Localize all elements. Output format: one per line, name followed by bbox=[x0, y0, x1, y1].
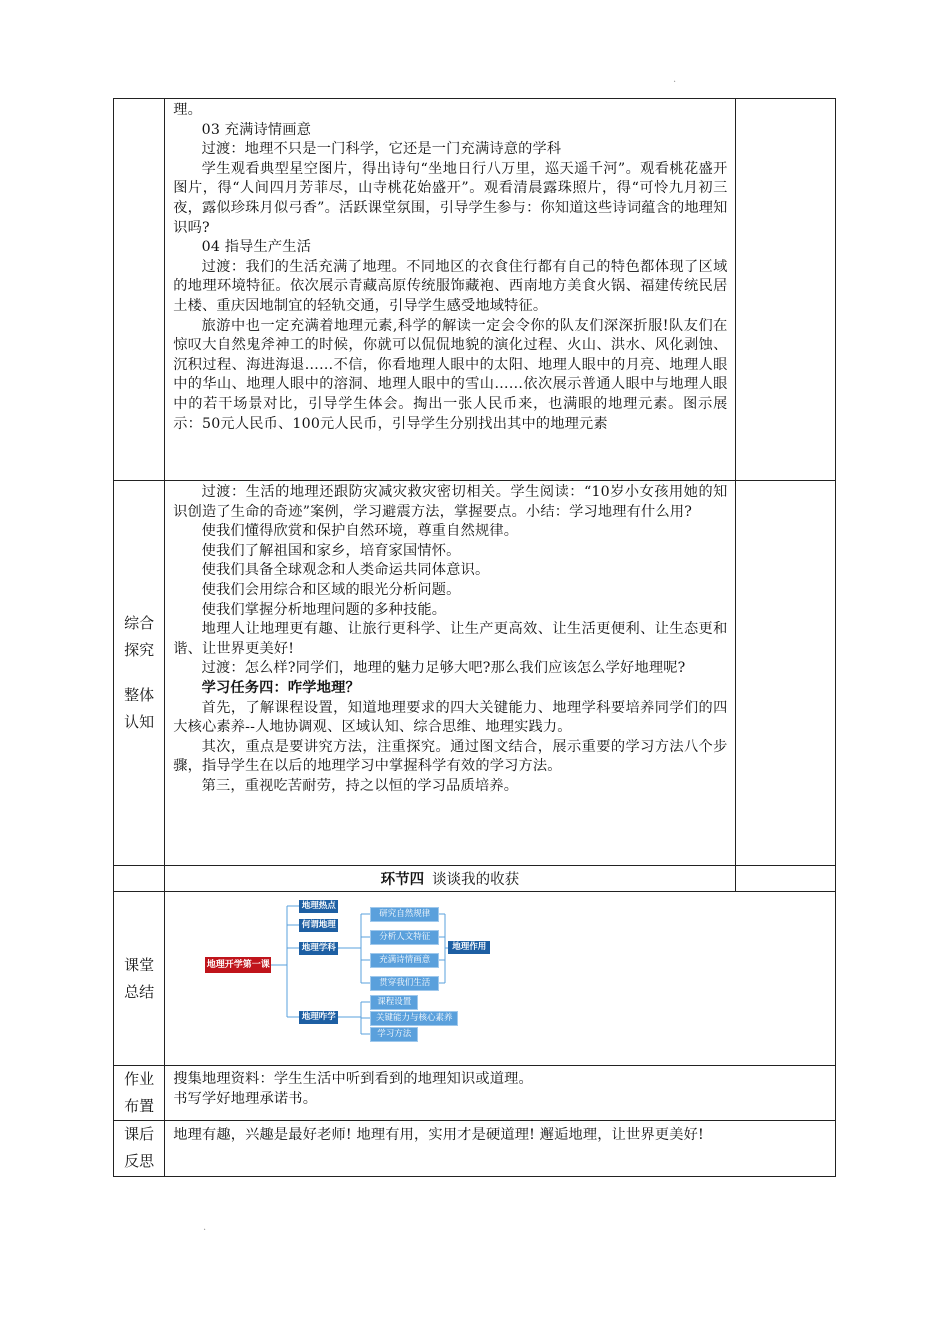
corner-dot: . bbox=[673, 74, 677, 85]
mindmap-leaf-node: 课程设置 bbox=[370, 995, 418, 1010]
row1-content-cell bbox=[165, 99, 735, 481]
reflection-label-cell bbox=[114, 1121, 165, 1177]
homework-content-cell bbox=[165, 1066, 836, 1121]
text-paragraph: 地理人让地理更有趣、让旅行更科学、让生产更高效、让生活更便利、让生态更和谐、让世界更美好! bbox=[173, 621, 728, 657]
mindmap-leaf-node: 充满诗情画意 bbox=[370, 953, 439, 968]
lesson-plan-table bbox=[113, 98, 836, 1177]
mindmap-root-node: 地理开学第一课 bbox=[205, 957, 271, 973]
mindmap-leaf-node: 研究自然规律 bbox=[370, 907, 439, 922]
text-line: 使我们懂得欣赏和保护自然环境，尊重自然规律。 bbox=[201, 523, 519, 540]
section-number: 环节四 bbox=[380, 871, 425, 888]
text-line: 使我们具备全球观念和人类命运共同体意识。 bbox=[201, 562, 490, 579]
header-empty-cell bbox=[114, 866, 165, 892]
subheading-life: 04 指导生产生活 bbox=[201, 239, 312, 256]
mindmap-leaf-node: 分析人文特征 bbox=[370, 930, 439, 945]
text-line: 过渡：地理不只是一门科学，它还是一门充满诗意的学科 bbox=[201, 141, 562, 158]
text-paragraph: 过渡：生活的地理还跟防灾减灾救灾密切相关。学生阅读：“10岁小女孩用她的知识创造了生命的奇迹”案例，学习避震方法，掌握要点。小结：学习地理有什么用? bbox=[173, 484, 728, 520]
row2-content-cell bbox=[165, 481, 735, 866]
summary-label: 课堂总结 bbox=[124, 955, 155, 1001]
row2-label-cell bbox=[114, 481, 165, 866]
text-line: 使我们会用综合和区域的眼光分析问题。 bbox=[201, 581, 461, 598]
row-reflection bbox=[114, 1121, 836, 1177]
mindmap bbox=[165, 892, 835, 1062]
text-paragraph: 过渡：怎么样?同学们，地理的魅力足够大吧?那么我们应该怎么学好地理呢? bbox=[201, 660, 686, 677]
homework-label: 作业布置 bbox=[124, 1070, 155, 1115]
row2-note-cell bbox=[735, 481, 835, 866]
section-header-cell bbox=[165, 866, 735, 892]
text-line: 第三，重视吃苦耐劳，持之以恒的学习品质培养。 bbox=[201, 777, 519, 794]
text-paragraph: 其次，重点是要讲究方法，注重探究。通过图文结合，展示重要的学习方法八个步骤，指导学生在以后的地理学习中掌握科学有效的学习方法。 bbox=[173, 738, 728, 775]
row-poetry-life bbox=[114, 99, 836, 481]
mindmap-leaf-node: 关键能力与核心素养 bbox=[370, 1011, 458, 1026]
row-section-header bbox=[114, 866, 836, 892]
mindmap-connectors bbox=[165, 892, 833, 1062]
mindmap-branch-node: 地理学科 bbox=[299, 942, 338, 955]
mindmap-branch-node: 地理咋学 bbox=[299, 1011, 338, 1024]
text-line: 理。 bbox=[173, 102, 202, 118]
stage-label: 综合探究 bbox=[124, 614, 155, 659]
section-title: 谈谈我的收获 bbox=[432, 872, 520, 888]
header-empty-cell bbox=[735, 866, 835, 892]
mindmap-branch-node: 何谓地理 bbox=[299, 919, 338, 932]
homework-line: 书写学好地理承诺书。 bbox=[173, 1090, 318, 1107]
text-line: 使我们掌握分析地理问题的多种技能。 bbox=[201, 601, 447, 618]
text-line: 使我们了解祖国和家乡，培育家国情怀。 bbox=[201, 542, 461, 559]
text-paragraph: 旅游中也一定充满着地理元素,科学的解读一定会令你的队友们深深折服!队友们在惊叹大自然鬼斧神工的时候，你就可以侃侃地貌的演化过程、火山、洪水、风化剥蚀、沉积过程、海进海退……不信，你看地理人眼中的太阳、地理人眼中的月亮、地理人眼中的华山、地理人眼中的溶洞、地理人眼中的雪山……依次展示普通人眼中与地理人眼中的若干场景对比，引导学生体会。掏出一张人民币来，也满眼的地理元素。图示展示：50元人民币、100元人民币，引导学生分别找出其中的地理元素 bbox=[173, 317, 728, 432]
summary-mindmap-cell bbox=[165, 892, 836, 1066]
corner-dot: . bbox=[203, 1222, 207, 1233]
reflection-label: 课后反思 bbox=[124, 1125, 155, 1170]
text-paragraph: 学生观看典型星空图片，得出诗句“坐地日行八万里，巡天遥千河”。观看桃花盛开图片，得“人间四月芳菲尽，山寺桃花始盛开”。观看清晨露珠照片，得“可怜九月初三夜，露似珍珠月似弓香”。活跃课堂氛围，引导学生参与：你知道这些诗词蕴含的地理知识吗? bbox=[173, 160, 728, 236]
subheading-poetry: 03 充满诗情画意 bbox=[201, 121, 312, 138]
mindmap-leaf-node: 贯穿我们生活 bbox=[370, 976, 439, 991]
reflection-content-cell bbox=[165, 1121, 836, 1177]
mindmap-leaf-node: 学习方法 bbox=[370, 1027, 418, 1042]
row1-note-cell bbox=[735, 99, 835, 481]
text-paragraph: 过渡：我们的生活充满了地理。不同地区的衣食住行都有自己的特色都体现了区域的地理环境特征。依次展示青藏高原传统服饰藏袍、西南地方美食火锅、福建传统民居土楼、重庆因地制宜的轻轨交通，引导学生感受地域特征。 bbox=[173, 258, 728, 314]
homework-label-cell bbox=[114, 1066, 165, 1121]
summary-label-cell bbox=[114, 892, 165, 1066]
homework-line: 搜集地理资料：学生生活中听到看到的地理知识或道理。 bbox=[173, 1071, 533, 1087]
row-comprehensive bbox=[114, 481, 836, 866]
stage-label: 整体认知 bbox=[124, 686, 155, 731]
reflection-text: 地理有趣，兴趣是最好老师! 地理有用，实用才是硬道理! 邂逅地理，让世界更美好! bbox=[173, 1127, 704, 1143]
text-paragraph: 首先，了解课程设置，知道地理要求的四大关键能力、地理学科要培养同学们的四大核心素养--人地协调观、区域认知、综合思维、地理实践力。 bbox=[173, 699, 728, 736]
mindmap-branch-node: 地理热点 bbox=[299, 900, 338, 913]
row1-label-cell bbox=[114, 99, 165, 481]
row-summary bbox=[114, 892, 836, 1066]
task-heading: 学习任务四：咋学地理？ bbox=[201, 679, 360, 696]
row-homework bbox=[114, 1066, 836, 1121]
mindmap-role-node: 地理作用 bbox=[448, 941, 490, 954]
